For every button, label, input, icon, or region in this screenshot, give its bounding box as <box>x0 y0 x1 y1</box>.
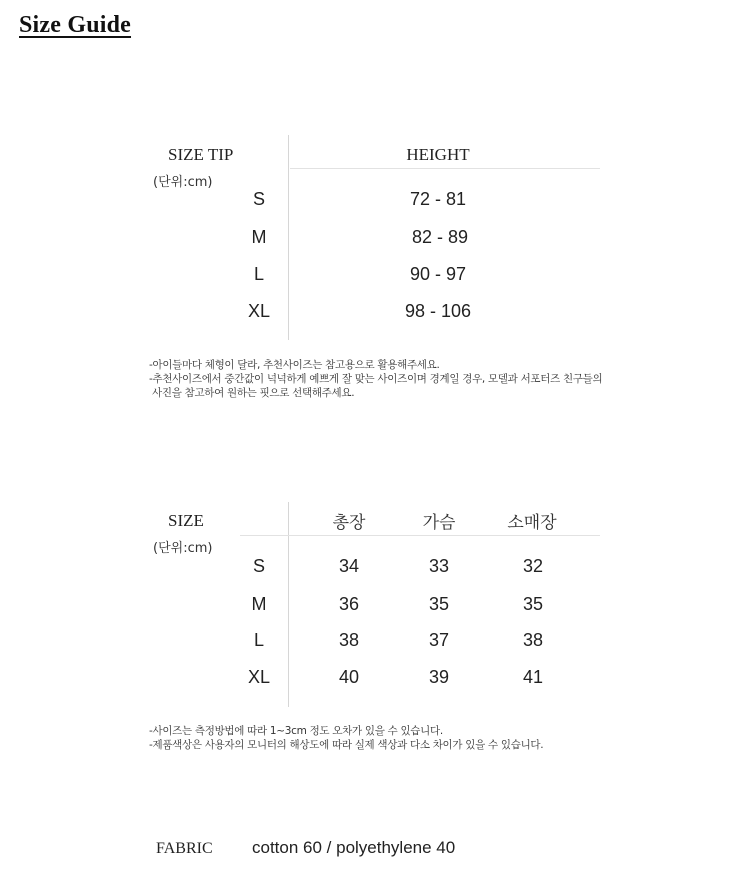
sleeve-value-xl: 41 <box>522 667 544 687</box>
column-divider <box>288 135 289 340</box>
length-value-xl: 40 <box>338 667 360 687</box>
length-value-s: 34 <box>338 556 360 576</box>
chest-value-s: 33 <box>428 556 450 576</box>
size-tip-note-2: -추천사이즈에서 중간값이 넉넉하게 예쁘게 잘 맞는 사이즈이며 경계일 경우, 모델과 서포터즈 친구들의 <box>149 373 603 385</box>
chest-value-xl: 39 <box>428 667 450 687</box>
size-note-2: -제품색상은 사용자의 모니터의 해상도에 따라 실제 색상과 다소 차이가 있을 수 있습니다. <box>149 739 544 751</box>
height-value-s: 72 - 81 <box>409 189 467 209</box>
size-note-1: -사이즈는 측정방법에 따라 1~3cm 정도 오차가 있을 수 있습니다. <box>149 725 443 737</box>
size-unit: (단위:cm) <box>153 541 213 556</box>
sleeve-value-l: 38 <box>522 630 544 650</box>
fabric-value: cotton 60 / polyethylene 40 <box>252 838 456 857</box>
header-chest: 가슴 <box>422 513 456 533</box>
sleeve-value-m: 35 <box>522 594 544 614</box>
length-value-l: 38 <box>338 630 360 650</box>
size-label-m: M <box>251 227 267 247</box>
sleeve-value-s: 32 <box>522 556 544 576</box>
size-label-s: S <box>252 556 265 576</box>
header-divider <box>240 535 600 536</box>
size-label-l: L <box>253 630 264 650</box>
size-label-l: L <box>253 264 264 284</box>
fabric-label: FABRIC <box>156 840 213 857</box>
chest-value-l: 37 <box>428 630 450 650</box>
size-tip-note-3: 사진을 참고하여 원하는 핏으로 선택해주세요. <box>149 387 355 399</box>
height-value-l: 90 - 97 <box>409 264 467 284</box>
header-length: 총장 <box>332 513 366 533</box>
size-label-xl: XL <box>247 667 271 687</box>
size-label-m: M <box>251 594 267 614</box>
header-sleeve: 소매장 <box>507 513 557 533</box>
chest-value-m: 35 <box>428 594 450 614</box>
page-title: Size Guide <box>19 12 132 38</box>
size-label-s: S <box>252 189 265 209</box>
size-tip-note-1: -아이들마다 체형이 달라, 추천사이즈는 참고용으로 활용해주세요. <box>149 359 440 371</box>
height-header: HEIGHT <box>406 145 470 164</box>
height-value-m: 82 - 89 <box>411 227 469 247</box>
size-label-xl: XL <box>247 301 271 321</box>
size-label: SIZE <box>168 511 204 530</box>
size-tip-label: SIZE TIP <box>168 145 234 164</box>
header-divider <box>290 168 600 169</box>
size-tip-unit: (단위:cm) <box>153 175 213 190</box>
height-value-xl: 98 - 106 <box>404 301 472 321</box>
column-divider <box>288 502 289 707</box>
length-value-m: 36 <box>338 594 360 614</box>
